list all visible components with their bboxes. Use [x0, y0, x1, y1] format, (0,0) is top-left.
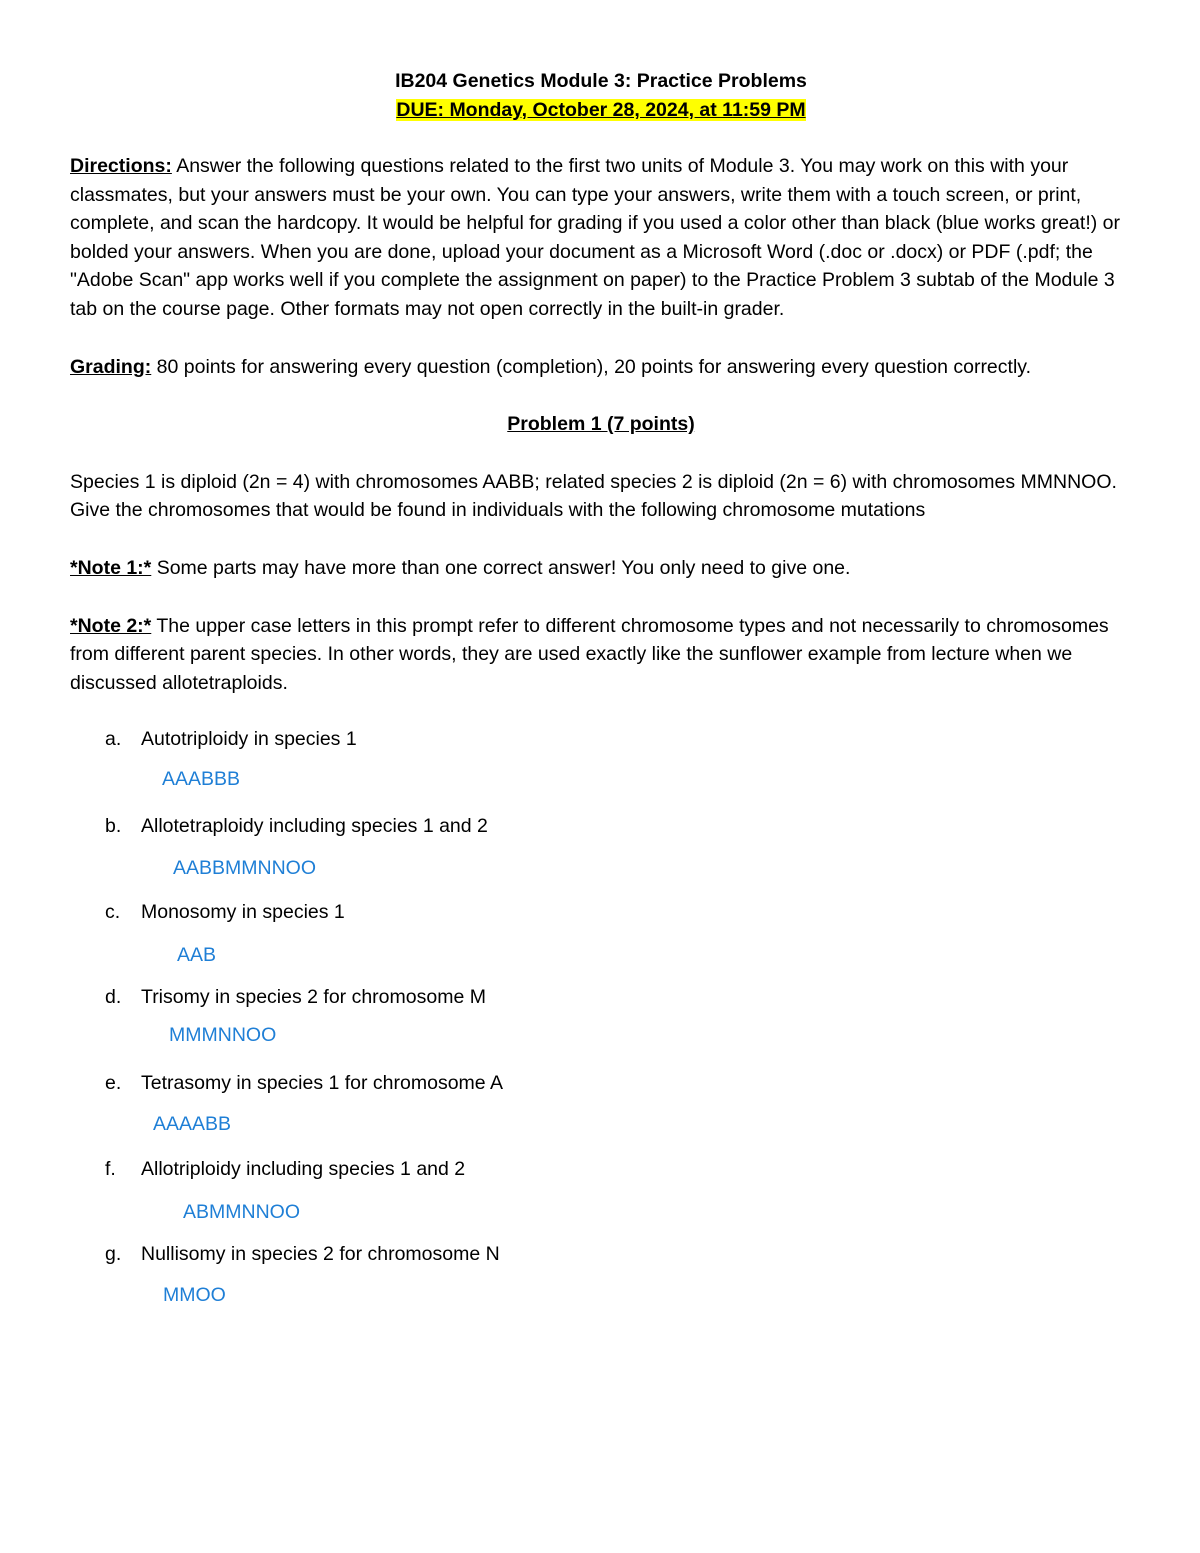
answer-g: MMOO: [163, 1284, 226, 1307]
question-letter: f.: [105, 1158, 116, 1181]
answer-a: AAABBB: [162, 768, 241, 791]
directions-label: Directions:: [70, 155, 172, 177]
question-d: [70, 983, 1132, 1011]
note-1: [70, 554, 1132, 583]
question-letter: a.: [105, 728, 122, 751]
question-a: [70, 725, 1132, 753]
problem-1-heading: Problem 1 (7 points): [507, 413, 695, 436]
question-text: Trisomy in species 2 for chromosome M: [141, 986, 486, 1009]
note-1-label: *Note 1:*: [70, 556, 152, 579]
answer-d: MMMNNOO: [169, 1024, 277, 1047]
question-letter: g.: [105, 1243, 122, 1266]
note-2-label: *Note 2:*: [70, 614, 152, 637]
question-text: Allotetraploidy including species 1 and 2: [141, 815, 488, 838]
problem-1-intro: Species 1 is diploid (2n = 4) with chromosomes AABB; related species 2 is diploid (2n = 6) with chromosomes MMNNOO. Give the chromosomes that would be found in individuals with the following chromosome mutations: [70, 470, 1117, 522]
grading-text: 80 points for answering every question (completion), 20 points for answering every question correctly.: [151, 355, 1031, 378]
answer-b: AABBMMNNOO: [173, 857, 317, 880]
note-2-text: The upper case letters in this prompt refer to different chromosome types and not necessarily to chromosomes from different parent species. In other words, they are used exactly like the sunflower example from lecture when we discussed allotetraploids.: [70, 614, 1109, 694]
question-text: Tetrasomy in species 1 for chromosome A: [141, 1072, 503, 1095]
question-text: Nullisomy in species 2 for chromosome N: [141, 1243, 500, 1266]
question-letter: d.: [105, 986, 122, 1009]
grading-paragraph: [70, 353, 1132, 382]
answer-c: AAB: [177, 944, 217, 967]
due-date: DUE: Monday, October 28, 2024, at 11:59 PM: [396, 99, 806, 121]
question-e: [70, 1069, 1132, 1097]
question-text: Allotriploidy including species 1 and 2: [141, 1158, 466, 1181]
question-b: [70, 812, 1132, 840]
question-f: [70, 1155, 1132, 1183]
question-c: [70, 898, 1132, 926]
directions-paragraph: [70, 152, 1132, 324]
question-list: [70, 725, 1132, 1309]
answer-f: ABMMNNOO: [183, 1201, 300, 1224]
question-letter: b.: [105, 815, 122, 838]
document-title: IB204 Genetics Module 3: Practice Problems: [395, 70, 807, 92]
document-page: [70, 66, 1132, 1309]
answer-e: AAAABB: [153, 1113, 232, 1136]
note-2: [70, 612, 1132, 698]
question-letter: c.: [105, 901, 121, 924]
note-1-text: Some parts may have more than one correct answer! You only need to give one.: [151, 556, 851, 579]
due-date-line: [70, 96, 1132, 124]
question-text: Monosomy in species 1: [141, 901, 345, 924]
question-text: Autotriploidy in species 1: [141, 728, 357, 751]
question-g: [70, 1240, 1132, 1268]
question-letter: e.: [105, 1072, 122, 1095]
directions-text: Answer the following questions related to the first two units of Module 3. You may work on this with your classmates, but your answers must be your own. You can type your answers, write them with a touch screen, or print, complete, and scan the hardcopy. It would be helpful for grading if you used a color other than black (blue works great!) or bolded your answers. When you are done, upload your document as a Microsoft Word (.doc or .docx) or PDF (.pdf; the "Adobe Scan" app works well if you complete the assignment on paper) to the Practice Problem 3 subtab of the Module 3 tab on the course page. Other formats may not open correctly in the built-in grader.: [70, 155, 1120, 320]
grading-label: Grading:: [70, 355, 152, 378]
